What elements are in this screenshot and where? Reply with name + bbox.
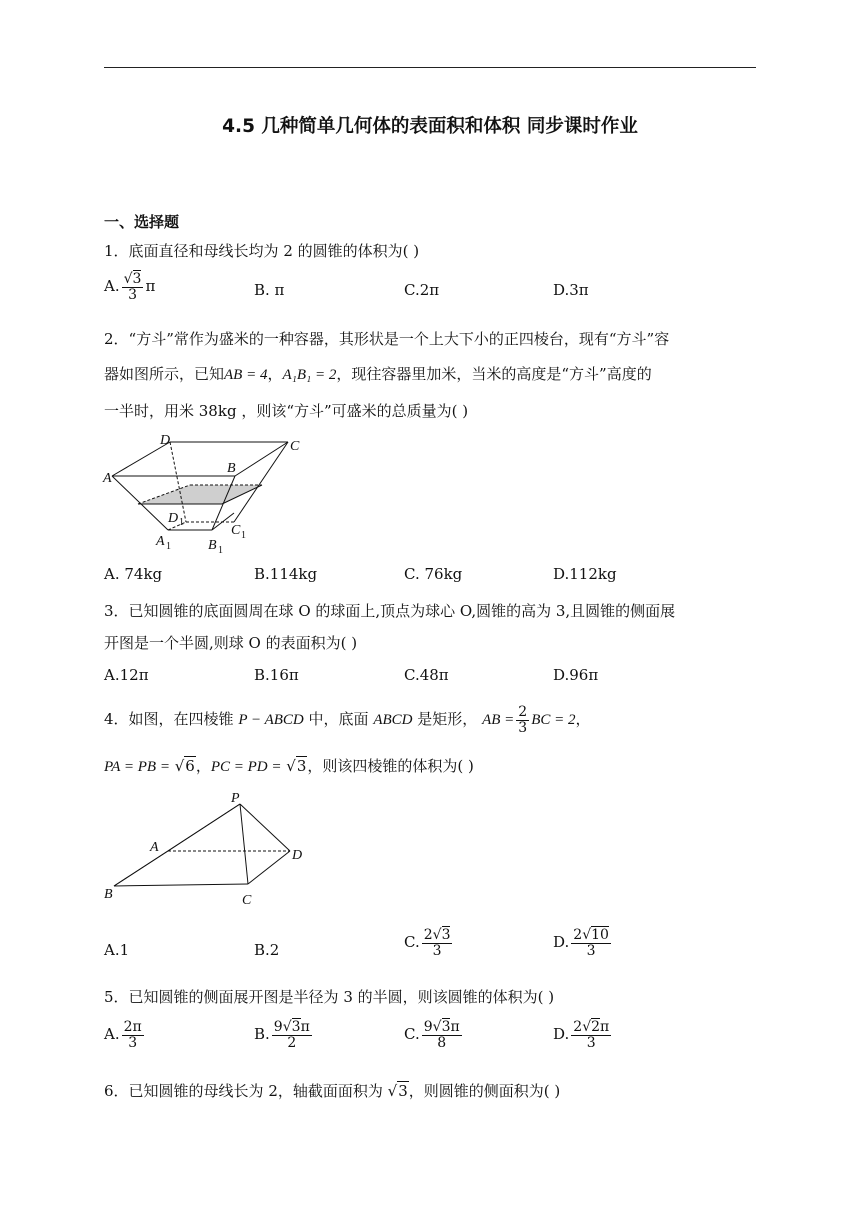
label-d1: D	[168, 511, 179, 526]
label-a: A	[150, 840, 159, 855]
question-1: 1．底面直径和母线长均为 2 的圆锥的体积为( )	[104, 242, 420, 260]
svg-text:1: 1	[179, 517, 184, 528]
q3-option-d[interactable]: D.96π	[553, 666, 599, 684]
question-2-line-2: 器如图所示，已知AB = 4，A₁B₁ = 2，现往容器里加米，当米的高度是“方斗”高度的	[104, 365, 652, 383]
label-p: P	[231, 791, 240, 806]
q4-fraction: $\frac{2}{3}$	[518, 704, 528, 736]
label-b: B	[227, 461, 236, 476]
svg-text:1: 1	[166, 541, 171, 552]
q4-option-c[interactable]: C. $\frac{2√3}{3}$	[404, 927, 451, 959]
question-4-line-1: 4．如图，在四棱锥 P − ABCD 中，底面 ABCD 是矩形， AB = $\frac{2}{3}$ BC = 2，	[104, 704, 591, 736]
header-rule	[104, 67, 756, 68]
label-c: C	[242, 893, 252, 908]
q4-option-b[interactable]: B.2	[254, 941, 280, 959]
q4-option-d[interactable]: D. $\frac{2√10}{3}$	[553, 927, 609, 959]
label-b: B	[104, 887, 113, 902]
q2-option-b[interactable]: B.114kg	[254, 565, 318, 583]
label-d: D	[160, 433, 171, 448]
question-2-line-3: 一半时，用米 38kg ，则该“方斗”可盛米的总质量为( )	[104, 402, 469, 420]
label-c: C	[290, 439, 300, 454]
question-6: 6．已知圆锥的母线长为 2，轴截面面积为 √3，则圆锥的侧面积为( )	[104, 1082, 561, 1100]
q1-option-b[interactable]: B. π	[254, 281, 285, 299]
q3-option-c[interactable]: C.48π	[404, 666, 449, 684]
q1-a-fraction: $\frac{√3}{3}$	[123, 271, 142, 303]
page-title: 4.5 几种简单几何体的表面积和体积 同步课时作业	[222, 116, 638, 137]
label-a: A	[103, 471, 112, 486]
q5-option-b[interactable]: B. $\frac{9√3\pi}{2}$	[254, 1019, 310, 1051]
question-3-line-2: 开图是一个半圆,则球 O 的表面积为( )	[104, 634, 358, 652]
q2-option-a[interactable]: A. 74kg	[104, 565, 163, 583]
svg-text:1: 1	[218, 545, 223, 556]
pyramid-figure	[100, 788, 320, 913]
label-c1: C	[231, 523, 241, 538]
q1-option-c[interactable]: C.2π	[404, 281, 440, 299]
frustum-figure	[100, 428, 320, 558]
section-heading: 一、选择题	[104, 213, 180, 231]
question-3-line-1: 3．已知圆锥的底面圆周在球 O 的球面上,顶点为球心 O,圆锥的高为 3,且圆锥的侧面展	[104, 602, 676, 620]
svg-text:1: 1	[241, 530, 246, 541]
q5-option-c[interactable]: C. $\frac{9√3\pi}{8}$	[404, 1019, 460, 1051]
q4-option-a[interactable]: A.1	[104, 941, 130, 959]
q2-option-c[interactable]: C. 76kg	[404, 565, 463, 583]
q1-option-a[interactable]: A. $\frac{√3}{3}$ π	[104, 271, 156, 303]
q3-option-b[interactable]: B.16π	[254, 666, 299, 684]
label-b1: B	[208, 538, 217, 553]
q5-option-d[interactable]: D. $\frac{2√2\pi}{3}$	[553, 1019, 610, 1051]
q1-option-d[interactable]: D.3π	[553, 281, 589, 299]
label-a1: A	[156, 534, 165, 549]
label-d: D	[292, 848, 303, 863]
q2-option-d[interactable]: D.112kg	[553, 565, 617, 583]
question-2-line-1: 2．“方斗”常作为盛米的一种容器，其形状是一个上大下小的正四棱台，现有“方斗”容	[104, 330, 670, 348]
question-5: 5．已知圆锥的侧面展开图是半径为 3 的半圆，则该圆锥的体积为( )	[104, 988, 555, 1006]
q5-option-a[interactable]: A. $\frac{2\pi}{3}$	[104, 1019, 142, 1051]
question-4-line-2: PA = PB = √6，PC = PD = √3，则该四棱锥的体积为( )	[104, 757, 474, 775]
q3-option-a[interactable]: A.12π	[104, 666, 149, 684]
